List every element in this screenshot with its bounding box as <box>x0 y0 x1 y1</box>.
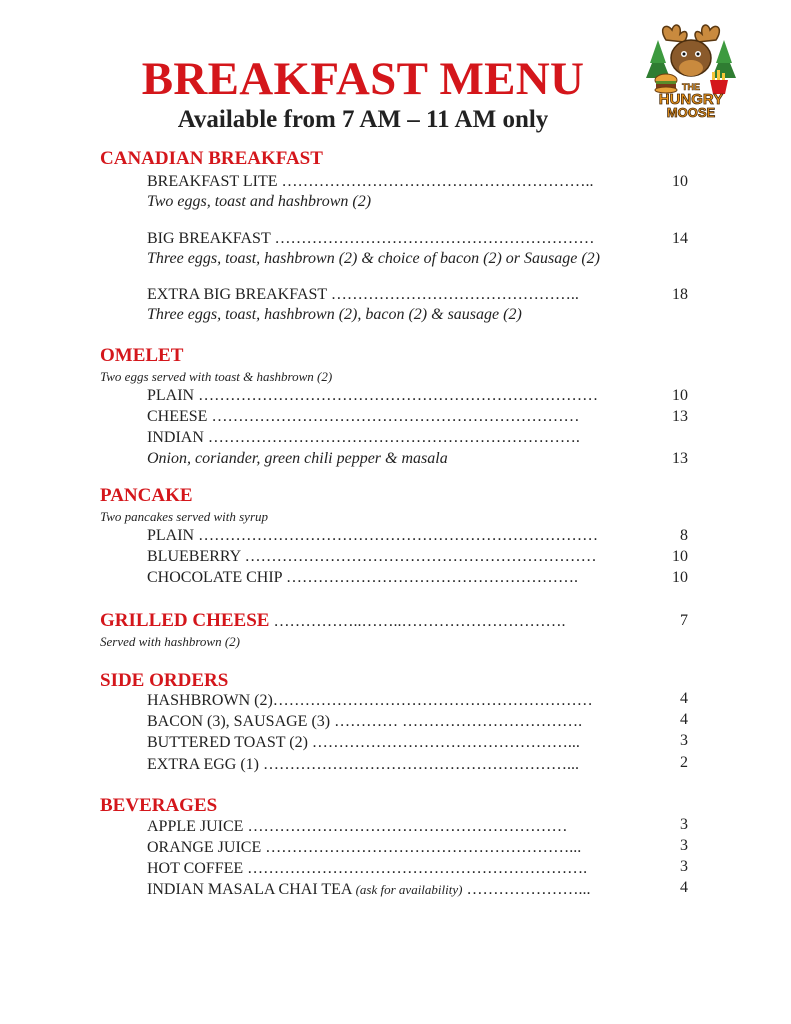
section-description: Served with hashbrown (2) <box>100 634 240 649</box>
svg-text:THE: THE <box>682 82 700 92</box>
menu-item <box>147 527 598 545</box>
dot-leader: …………………………………………... <box>307 734 580 751</box>
menu-item <box>147 818 567 836</box>
item-price: 4 <box>680 711 688 728</box>
item-price: 4 <box>680 879 688 896</box>
item-name: ORANGE JUICE <box>147 839 262 856</box>
page-title: BREAKFAST MENU <box>141 53 585 105</box>
menu-item <box>147 286 579 304</box>
item-price: 2 <box>680 754 688 771</box>
menu-item <box>147 881 590 899</box>
item-name: APPLE JUICE <box>147 818 244 835</box>
section-description: Two eggs served with toast & hashbrown (2) <box>100 369 333 384</box>
section-description: Two pancakes served with syrup <box>100 509 269 524</box>
item-price: 4 <box>680 690 688 707</box>
item-price: 8 <box>680 527 688 544</box>
section-title-beverages: BEVERAGES <box>100 795 218 816</box>
dot-leader: ………………………………………………….. <box>277 173 594 190</box>
item-price: 10 <box>672 173 688 190</box>
section-title-grilled: GRILLED CHEESE <box>100 610 270 631</box>
item-name: INDIAN MASALA CHAI TEA <box>147 881 352 898</box>
page-subtitle: Available from 7 AM – 11 AM only <box>177 106 549 133</box>
item-name: BREAKFAST LITE <box>147 173 278 190</box>
item-name: EXTRA BIG BREAKFAST <box>147 286 327 303</box>
item-price: 3 <box>680 816 688 833</box>
item-price: 13 <box>672 450 688 467</box>
item-name: PLAIN <box>147 387 195 404</box>
menu-item-grilled-cheese <box>100 610 565 632</box>
dot-leader: ………… ……………………………. <box>330 713 583 730</box>
menu-item <box>147 839 581 857</box>
item-name: CHEESE <box>147 408 208 425</box>
item-description: Two eggs, toast and hashbrown (2) <box>147 193 372 210</box>
item-name: BACON (3), SAUSAGE (3) <box>147 713 331 730</box>
item-description: Three eggs, toast, hashbrown (2) & choice of bacon (2) or Sausage (2) <box>147 250 600 267</box>
dot-leader: ………………………………………………………. <box>243 860 588 877</box>
dot-leader: ………………………………………………. <box>281 569 578 586</box>
dot-leader: …………………... <box>462 881 591 898</box>
menu-item <box>147 734 580 752</box>
item-name: PLAIN <box>147 527 195 544</box>
dot-leader: …………………………………………………………… <box>207 408 580 425</box>
dot-leader: ……………..……..…………………………. <box>269 613 566 630</box>
item-name: HOT COFFEE <box>147 860 244 877</box>
menu-item <box>147 713 582 731</box>
menu-item <box>147 408 579 426</box>
item-name: BLUEBERRY <box>147 548 241 565</box>
item-price: 3 <box>680 858 688 875</box>
item-price: 10 <box>672 387 688 404</box>
item-name: BIG BREAKFAST <box>147 230 271 247</box>
item-name: CHOCOLATE CHIP <box>147 569 282 586</box>
dot-leader: ……………………………………….. <box>326 286 579 303</box>
item-name: BUTTERED TOAST (2) <box>147 734 308 751</box>
menu-item <box>147 860 587 878</box>
item-price: 7 <box>680 612 688 629</box>
section-title-sides: SIDE ORDERS <box>100 670 229 691</box>
dot-leader: ………………………………………………………………… <box>194 387 599 404</box>
dot-leader: …………………………………………………... <box>261 839 582 856</box>
item-price: 3 <box>680 837 688 854</box>
section-title-omelet: OMELET <box>100 345 184 366</box>
item-price: 14 <box>672 230 688 247</box>
menu-item <box>147 569 578 587</box>
item-name: EXTRA EGG (1) <box>147 756 259 773</box>
svg-text:HUNGRY: HUNGRY <box>658 91 724 108</box>
menu-item <box>147 387 598 405</box>
item-name: INDIAN <box>147 429 204 446</box>
item-price: 13 <box>672 408 688 425</box>
svg-text:MOOSE: MOOSE <box>666 105 716 120</box>
dot-leader: …………………………………………………… <box>272 692 593 709</box>
dot-leader: …………………………………………………... <box>258 756 579 773</box>
section-title-pancake: PANCAKE <box>100 485 193 506</box>
item-description: Three eggs, toast, hashbrown (2), bacon (2) & sausage (2) <box>147 306 522 323</box>
item-name: HASHBROWN (2) <box>147 692 273 709</box>
item-price: 18 <box>672 286 688 303</box>
menu-item <box>147 230 594 248</box>
dot-leader: ……………………………………………………………. <box>203 429 580 446</box>
menu-item <box>147 173 594 191</box>
dot-leader: ………………………………………………………………… <box>194 527 599 544</box>
item-note: (ask for availability) <box>355 882 463 897</box>
menu-item <box>147 548 597 566</box>
item-description: Onion, coriander, green chili pepper & masala <box>147 450 448 467</box>
item-price: 10 <box>672 548 688 565</box>
menu-item <box>147 429 580 447</box>
menu-item <box>147 692 593 710</box>
menu-item <box>147 756 579 774</box>
dot-leader: …………………………………………………… <box>243 818 568 835</box>
item-price: 10 <box>672 569 688 586</box>
dot-leader: ………………………………………………………… <box>240 548 597 565</box>
dot-leader: …………………………………………………… <box>270 230 595 247</box>
section-title-canadian: CANADIAN BREAKFAST <box>100 148 323 169</box>
item-price: 3 <box>680 732 688 749</box>
